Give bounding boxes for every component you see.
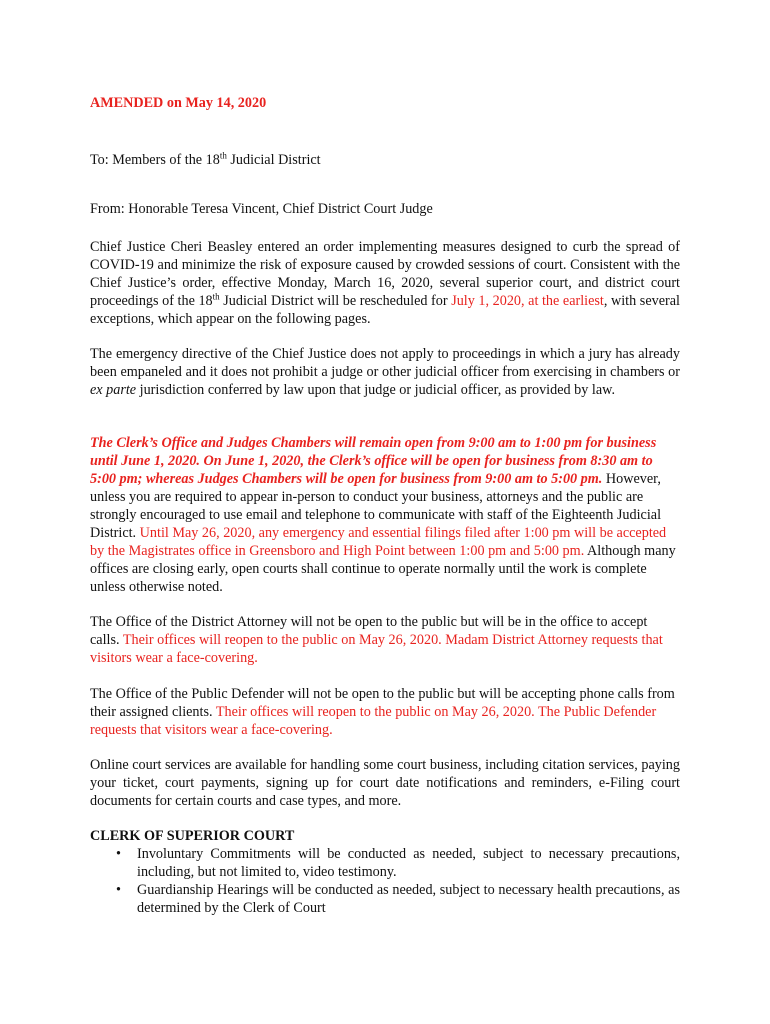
paragraph-public-defender: The Office of the Public Defender will not be open to the public but will be accepting phone calls from their assigned clients. Their offices will reopen to the public on May 26, 2020. The Public Defender requests that visitors wear a face-covering.	[90, 686, 675, 738]
bullet-icon: •	[116, 846, 121, 862]
to-line: To: Members of the 18th Judicial District	[90, 150, 321, 168]
list-item: • Guardianship Hearings will be conducted as needed, subject to necessary health precautions, as determined by the Clerk of Court	[116, 882, 680, 916]
paragraph-online-services: Online court services are available for handling some court business, including citation services, paying your ticket, court payments, signing up for court date notifications and reminders, e-Filing court documents for certain courts and case types, and more.	[90, 757, 680, 809]
hours-notice: The Clerk’s Office and Judges Chambers will remain open from 9:00 am to 1:00 pm for business until June 1, 2020. On June 1, 2020, the Clerk’s office will be open for business from 8:30 am to 5:00 pm; whereas Judges Chambers will be open for business from 9:00 am to 5:00 pm.	[90, 435, 657, 487]
reschedule-date: July 1, 2020, at the earliest	[451, 293, 604, 309]
paragraph-directive: The emergency directive of the Chief Justice does not apply to proceedings in which a jury has already been empaneled and it does not prohibit a judge or other judicial officer from exercising in chambers or ex parte jurisdiction conferred by law upon that judge or judicial officer, as provided by law.	[90, 346, 680, 398]
paragraph-district-attorney: The Office of the District Attorney will not be open to the public but will be in the office to accept calls. Their offices will reopen to the public on May 26, 2020. Madam District Attorney requests that visitors wear a face-covering.	[90, 614, 663, 666]
magistrate-notice: Until May 26, 2020, any emergency and essential filings filed after 1:00 pm will be accepted by the Magistrates office in Greensboro and High Point between 1:00 pm and 5:00 pm.	[90, 525, 667, 559]
list-item: • Involuntary Commitments will be conducted as needed, subject to necessary precautions, including, but not limited to, video testimony.	[116, 846, 680, 880]
paragraph-hours: The Clerk’s Office and Judges Chambers will remain open from 9:00 am to 1:00 pm for business until June 1, 2020. On June 1, 2020, the Clerk’s office will be open for business from 8:30 am to 5:00 pm; whereas Judges Chambers will be open for business from 9:00 am to 5:00 pm. However, unless you are required to appear in-person to conduct your business, attorneys and the public are strongly encouraged to use email and telephone to communicate with staff of the Eighteenth Judicial District. Until May 26, 2020, any emergency and essential filings filed after 1:00 pm will be accepted by the Magistrates office in Greensboro and High Point between 1:00 pm and 5:00 pm. Although many offices are closing early, open courts shall continue to operate normally until the work is complete unless otherwise noted.	[90, 435, 676, 595]
bullet-icon: •	[116, 882, 121, 898]
clerk-heading: CLERK OF SUPERIOR COURT	[90, 828, 295, 844]
paragraph-order: Chief Justice Cheri Beasley entered an order implementing measures designed to curb the spread of COVID-19 and minimize the risk of exposure caused by crowded sessions of court. Consistent with the Chief Justice’s order, effective Monday, March 16, 2020, several superior court, and district court proceedings of the 18th Judicial District will be rescheduled for July 1, 2020, at the earliest, with several exceptions, which appear on the following pages.	[90, 239, 680, 327]
amended-date: AMENDED on May 14, 2020	[90, 95, 267, 111]
clerk-list	[90, 845, 680, 917]
from-line: From: Honorable Teresa Vincent, Chief District Court Judge	[90, 201, 433, 217]
